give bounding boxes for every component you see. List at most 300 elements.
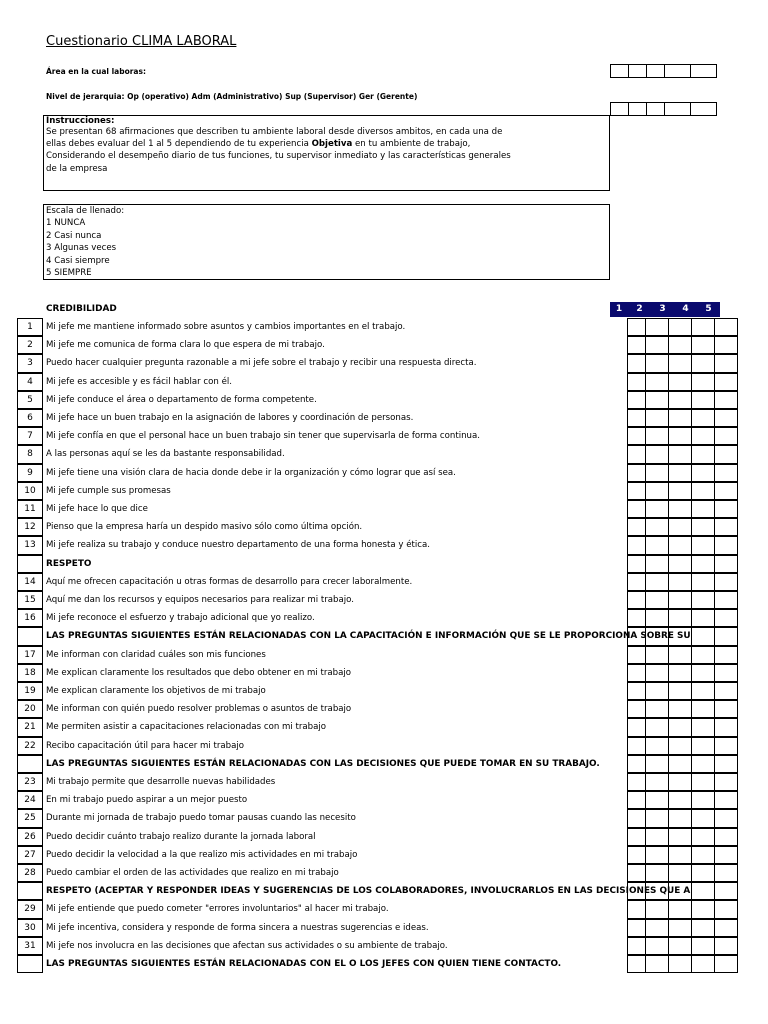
- answer-cell-5[interactable]: [714, 373, 738, 391]
- answer-cell-3[interactable]: [668, 737, 692, 755]
- answer-cells: [627, 700, 738, 718]
- answer-cell-3[interactable]: [668, 828, 692, 846]
- answer-cell-1[interactable]: [627, 646, 646, 664]
- answer-cell-4[interactable]: [691, 809, 715, 827]
- answer-cell-4[interactable]: [691, 900, 715, 918]
- question-number: 23: [17, 773, 43, 791]
- answer-cell-1[interactable]: [627, 846, 646, 864]
- answer-cell-1[interactable]: [627, 464, 646, 482]
- answer-cell-2[interactable]: [645, 354, 669, 372]
- answer-cells: [627, 791, 738, 809]
- answer-cells: [627, 391, 738, 409]
- question-number: [17, 555, 43, 573]
- question-number: 17: [17, 646, 43, 664]
- answer-cell-3[interactable]: [668, 955, 692, 973]
- answer-cell-5[interactable]: [714, 609, 738, 627]
- question-number: 28: [17, 864, 43, 882]
- answer-cell-5[interactable]: [714, 700, 738, 718]
- answer-cell-4[interactable]: [691, 882, 715, 900]
- question-number: 3: [17, 354, 43, 372]
- answer-cell-2[interactable]: [645, 391, 669, 409]
- answer-cell-5[interactable]: [714, 919, 738, 937]
- question-number: [17, 955, 43, 973]
- question-text: Mi jefe tiene una visión clara de hacia donde debe ir la organización y cómo lograr que así sea.: [46, 467, 456, 478]
- answer-cell-4[interactable]: [691, 718, 715, 736]
- answer-cell-4[interactable]: [691, 682, 715, 700]
- answer-cell-4[interactable]: [691, 609, 715, 627]
- question-number: 27: [17, 846, 43, 864]
- answer-cell-2[interactable]: [645, 409, 669, 427]
- answer-cells: [627, 536, 738, 554]
- answer-cell-1[interactable]: [627, 354, 646, 372]
- answer-cell-1[interactable]: [627, 318, 646, 336]
- answer-cell-1[interactable]: [627, 373, 646, 391]
- answer-cell-4[interactable]: [691, 500, 715, 518]
- answer-cells: [627, 809, 738, 827]
- question-number: 12: [17, 518, 43, 536]
- question-text: Pienso que la empresa haría un despido masivo sólo como última opción.: [46, 522, 363, 533]
- answer-cell-2[interactable]: [645, 809, 669, 827]
- answer-cells: [627, 445, 738, 463]
- question-text: Mi jefe hace un buen trabajo en la asignación de labores y coordinación de personas.: [46, 413, 414, 423]
- answer-cells: [627, 500, 738, 518]
- answer-cell-5[interactable]: [714, 536, 738, 554]
- answer-cell-1[interactable]: [627, 427, 646, 445]
- question-number: 24: [17, 791, 43, 809]
- answer-cell-2[interactable]: [645, 573, 669, 591]
- answer-cell-4[interactable]: [691, 828, 715, 846]
- answer-cell-3[interactable]: [668, 318, 692, 336]
- answer-cell-4[interactable]: [691, 791, 715, 809]
- question-number: 20: [17, 700, 43, 718]
- answer-cell-1[interactable]: [627, 791, 646, 809]
- question-number: 5: [17, 391, 43, 409]
- instructions-box: [43, 115, 610, 191]
- answer-header-3: 3: [659, 304, 666, 314]
- question-text: Mi jefe incentiva, considera y responde de forma sincera a nuestras sugerencias e ideas.: [46, 922, 429, 933]
- answer-cell-2[interactable]: [645, 591, 669, 609]
- instructions-heading: Instrucciones:: [46, 116, 115, 126]
- instructions-line: Se presentan 68 afirmaciones que describen tu ambiente laboral desde diversos ambitos, en cada una de: [46, 127, 503, 137]
- answer-cell-3[interactable]: [668, 391, 692, 409]
- answer-cells: [627, 518, 738, 536]
- answer-cell-2[interactable]: [645, 664, 669, 682]
- answer-cell-5[interactable]: [714, 682, 738, 700]
- answer-cell-4[interactable]: [691, 354, 715, 372]
- answer-cell-5[interactable]: [714, 773, 738, 791]
- answer-scale-header: [610, 302, 720, 317]
- section-heading: RESPETO: [46, 558, 92, 569]
- answer-cell-2[interactable]: [645, 846, 669, 864]
- answer-cells: [627, 955, 738, 973]
- answer-cell-5[interactable]: [714, 591, 738, 609]
- answer-cell-5[interactable]: [714, 882, 738, 900]
- answer-cell-4[interactable]: [691, 573, 715, 591]
- answer-cell-4[interactable]: [691, 700, 715, 718]
- answer-cell-4[interactable]: [691, 555, 715, 573]
- answer-cell-1[interactable]: [627, 700, 646, 718]
- answer-cell-1[interactable]: [627, 445, 646, 463]
- answer-cell-5[interactable]: [714, 809, 738, 827]
- answer-cell-4[interactable]: [691, 646, 715, 664]
- question-text: Mi jefe es accesible y es fácil hablar con él.: [46, 376, 232, 387]
- question-number: 8: [17, 445, 43, 463]
- answer-cell-5[interactable]: [714, 518, 738, 536]
- question-text: Me informan con quién puedo resolver problemas o asuntos de trabajo: [46, 704, 352, 715]
- answer-cell-1[interactable]: [627, 919, 646, 937]
- answer-cell-1[interactable]: [627, 409, 646, 427]
- answer-cells: [627, 609, 738, 627]
- answer-cell-1[interactable]: [627, 500, 646, 518]
- question-number: 25: [17, 809, 43, 827]
- scale-item: 2 Casi nunca: [46, 230, 102, 241]
- answer-cell-4[interactable]: [691, 336, 715, 354]
- scale-box: [43, 204, 610, 280]
- answer-cell-4[interactable]: [691, 755, 715, 773]
- question-number: 13: [17, 536, 43, 554]
- scale-item: 5 SIEMPRE: [46, 268, 92, 279]
- answer-cell-3[interactable]: [668, 336, 692, 354]
- question-text: Puedo decidir la velocidad a la que realizo mis actividades en mi trabajo: [46, 849, 358, 860]
- answer-cell-4[interactable]: [691, 846, 715, 864]
- answer-cell-2[interactable]: [645, 700, 669, 718]
- question-text: Mi jefe hace lo que dice: [46, 504, 148, 514]
- answer-cells: [627, 846, 738, 864]
- answer-cells: [627, 318, 738, 336]
- section-heading: RESPETO (ACEPTAR Y RESPONDER IDEAS Y SUGERENCIAS DE LOS COLABORADORES, INVOLUCRARLOS EN LAS DECISIONES QUE A: [46, 886, 691, 897]
- question-text: Mi trabajo permite que desarrolle nuevas habilidades: [46, 777, 276, 787]
- answer-cell-3[interactable]: [668, 464, 692, 482]
- answer-cells: [627, 718, 738, 736]
- question-text: Mi jefe reconoce el esfuerzo y trabajo adicional que yo realizo.: [46, 613, 315, 624]
- section-heading: LAS PREGUNTAS SIGUIENTES ESTÁN RELACIONADAS CON LAS DECISIONES QUE PUEDE TOMAR EN SU TRABAJO.: [46, 758, 600, 769]
- answer-cell-1[interactable]: [627, 518, 646, 536]
- answer-cell-2[interactable]: [645, 373, 669, 391]
- answer-cells: [627, 427, 738, 445]
- answer-cell-4[interactable]: [691, 373, 715, 391]
- answer-cell-5[interactable]: [714, 391, 738, 409]
- answer-cell-4[interactable]: [691, 627, 715, 645]
- answer-cell-3[interactable]: [668, 664, 692, 682]
- question-number: 14: [17, 573, 43, 591]
- question-text: En mi trabajo puedo aspirar a un mejor puesto: [46, 795, 248, 806]
- answer-cell-3[interactable]: [668, 718, 692, 736]
- answer-cell-1[interactable]: [627, 573, 646, 591]
- answer-cell-4[interactable]: [691, 518, 715, 536]
- answer-cell-4[interactable]: [691, 937, 715, 955]
- answer-cell-1[interactable]: [627, 755, 646, 773]
- answer-cell-2[interactable]: [645, 609, 669, 627]
- question-number: 10: [17, 482, 43, 500]
- answer-cell-4[interactable]: [691, 464, 715, 482]
- answer-cell-5[interactable]: [714, 937, 738, 955]
- question-text: Aquí me ofrecen capacitación u otras formas de desarrollo para crecer laboralmente.: [46, 576, 413, 587]
- answer-cells: [627, 591, 738, 609]
- answer-cell-2[interactable]: [645, 482, 669, 500]
- answer-cell-5[interactable]: [714, 500, 738, 518]
- answer-cell-5[interactable]: [714, 482, 738, 500]
- answer-cell-5[interactable]: [714, 718, 738, 736]
- question-number: 29: [17, 900, 43, 918]
- answer-cell-3[interactable]: [668, 646, 692, 664]
- answer-header-2: 2: [636, 304, 643, 314]
- answer-cell-4[interactable]: [691, 409, 715, 427]
- answer-cell-2[interactable]: [645, 864, 669, 882]
- answer-cell-4[interactable]: [691, 664, 715, 682]
- answer-cell-1[interactable]: [627, 591, 646, 609]
- answer-cells: [627, 409, 738, 427]
- question-text: Me explican claramente los objetivos de mi trabajo: [46, 686, 266, 696]
- answer-cell-2[interactable]: [645, 773, 669, 791]
- question-text: Me explican claramente los resultados que debo obtener en mi trabajo: [46, 667, 352, 678]
- answer-cell-2[interactable]: [645, 336, 669, 354]
- answer-cell-5[interactable]: [714, 318, 738, 336]
- answer-cell-4[interactable]: [691, 773, 715, 791]
- answer-cells: [627, 937, 738, 955]
- answer-cell-3[interactable]: [668, 937, 692, 955]
- question-text: Me permiten asistir a capacitaciones relacionadas con mi trabajo: [46, 722, 327, 733]
- answer-cell-1[interactable]: [627, 609, 646, 627]
- question-text: A las personas aquí se les da bastante responsabilidad.: [46, 449, 285, 460]
- answer-cell-2[interactable]: [645, 755, 669, 773]
- answer-cell-5[interactable]: [714, 445, 738, 463]
- answer-cell-4[interactable]: [691, 445, 715, 463]
- answer-cell-4[interactable]: [691, 737, 715, 755]
- answer-cell-3[interactable]: [668, 900, 692, 918]
- area-label: Área en la cual laboras:: [46, 67, 146, 76]
- answer-cells: [627, 773, 738, 791]
- answer-cell-4[interactable]: [691, 391, 715, 409]
- question-number: 26: [17, 828, 43, 846]
- answer-cell-1[interactable]: [627, 482, 646, 500]
- answer-cell-5[interactable]: [714, 354, 738, 372]
- answer-cells: [627, 354, 738, 372]
- section-heading: LAS PREGUNTAS SIGUIENTES ESTÁN RELACIONADAS CON EL O LOS JEFES CON QUIEN TIENE CONTACTO.: [46, 959, 562, 969]
- answer-cell-2[interactable]: [645, 919, 669, 937]
- answer-cell-4[interactable]: [691, 536, 715, 554]
- answer-cell-5[interactable]: [714, 464, 738, 482]
- answer-cell-3[interactable]: [668, 591, 692, 609]
- answer-cell-3[interactable]: [668, 500, 692, 518]
- answer-cell-1[interactable]: [627, 900, 646, 918]
- answer-cell-5[interactable]: [714, 427, 738, 445]
- question-number: 22: [17, 737, 43, 755]
- answer-cell-3[interactable]: [668, 536, 692, 554]
- answer-cells: [627, 755, 738, 773]
- answer-cell-1[interactable]: [627, 336, 646, 354]
- answer-cell-1[interactable]: [627, 682, 646, 700]
- nivel-label: Nivel de jerarquia: Op (operativo) Adm (Administrativo) Sup (Supervisor) Ger (Gerente): [46, 92, 418, 101]
- answer-cell-5[interactable]: [714, 755, 738, 773]
- question-number: 19: [17, 682, 43, 700]
- answer-cell-2[interactable]: [645, 536, 669, 554]
- answer-cell-3[interactable]: [668, 445, 692, 463]
- answer-cell-3[interactable]: [668, 864, 692, 882]
- question-number: 16: [17, 609, 43, 627]
- answer-cells: [627, 555, 738, 573]
- question-number: 21: [17, 718, 43, 736]
- scale-item: 4 Casi siempre: [46, 255, 110, 266]
- answer-cell-2[interactable]: [645, 518, 669, 536]
- answer-cell-1[interactable]: [627, 664, 646, 682]
- answer-cell-1[interactable]: [627, 737, 646, 755]
- answer-cell-2[interactable]: [645, 900, 669, 918]
- scale-heading: Escala de llenado:: [46, 206, 125, 216]
- answer-cells: [627, 864, 738, 882]
- answer-cell-5[interactable]: [714, 955, 738, 973]
- answer-cell-5[interactable]: [714, 646, 738, 664]
- question-number: 7: [17, 427, 43, 445]
- answer-cell-5[interactable]: [714, 791, 738, 809]
- question-text: Mi jefe me comunica de forma clara lo que espera de mi trabajo.: [46, 340, 325, 351]
- instructions-line: de la empresa: [46, 163, 108, 174]
- question-number: [17, 755, 43, 773]
- answer-cell-2[interactable]: [645, 828, 669, 846]
- answer-cell-1[interactable]: [627, 718, 646, 736]
- section-heading-credibilidad: CREDIBILIDAD: [46, 304, 117, 314]
- question-text: Mi jefe nos involucra en las decisiones que afectan sus actividades o su ambiente de trabajo.: [46, 940, 448, 951]
- answer-cells: [627, 682, 738, 700]
- answer-cells: [627, 464, 738, 482]
- answer-cell-3[interactable]: [668, 755, 692, 773]
- answer-cells: [627, 336, 738, 354]
- answer-cell-5[interactable]: [714, 900, 738, 918]
- answer-cells: [627, 373, 738, 391]
- question-number: [17, 627, 43, 645]
- answer-cell-2[interactable]: [645, 555, 669, 573]
- answer-cell-2[interactable]: [645, 737, 669, 755]
- question-number: 15: [17, 591, 43, 609]
- answer-cell-1[interactable]: [627, 555, 646, 573]
- question-number: 6: [17, 409, 43, 427]
- answer-cell-2[interactable]: [645, 937, 669, 955]
- answer-cell-4[interactable]: [691, 427, 715, 445]
- answer-cell-3[interactable]: [668, 555, 692, 573]
- answer-cell-5[interactable]: [714, 864, 738, 882]
- question-text: Mi jefe cumple sus promesas: [46, 485, 171, 496]
- answer-cell-5[interactable]: [714, 573, 738, 591]
- answer-cell-3[interactable]: [668, 773, 692, 791]
- answer-cell-4[interactable]: [691, 864, 715, 882]
- question-number: [17, 882, 43, 900]
- answer-header-5: 5: [705, 304, 712, 314]
- question-number: 18: [17, 664, 43, 682]
- question-text: Mi jefe realiza su trabajo y conduce nuestro departamento de una forma honesta y ética.: [46, 540, 430, 551]
- answer-cell-5[interactable]: [714, 664, 738, 682]
- answer-cell-3[interactable]: [668, 482, 692, 500]
- answer-cell-5[interactable]: [714, 627, 738, 645]
- answer-cell-1[interactable]: [627, 937, 646, 955]
- answer-cell-3[interactable]: [668, 609, 692, 627]
- answer-cell-1[interactable]: [627, 864, 646, 882]
- answer-cell-4[interactable]: [691, 919, 715, 937]
- answer-cell-2[interactable]: [645, 318, 669, 336]
- question-text: Durante mi jornada de trabajo puedo tomar pausas cuando las necesito: [46, 813, 356, 824]
- answer-cell-2[interactable]: [645, 646, 669, 664]
- answer-cell-5[interactable]: [714, 737, 738, 755]
- answer-cell-4[interactable]: [691, 955, 715, 973]
- answer-cell-3[interactable]: [668, 919, 692, 937]
- question-text: Puedo hacer cualquier pregunta razonable a mi jefe sobre el trabajo y recibir una respuesta directa.: [46, 358, 477, 369]
- scale-item: 1 NUNCA: [46, 218, 86, 229]
- answer-header-1: 1: [615, 304, 623, 314]
- answer-cell-4[interactable]: [691, 318, 715, 336]
- answer-cell-2[interactable]: [645, 445, 669, 463]
- question-text: Recibo capacitación útil para hacer mi trabajo: [46, 740, 245, 751]
- answer-cell-1[interactable]: [627, 809, 646, 827]
- answer-cells: [627, 646, 738, 664]
- page-title: Cuestionario CLIMA LABORAL: [46, 34, 237, 49]
- answer-cell-3[interactable]: [668, 682, 692, 700]
- answer-cell-1[interactable]: [627, 773, 646, 791]
- question-number: 4: [17, 373, 43, 391]
- answer-cell-3[interactable]: [668, 700, 692, 718]
- scale-item: 3 Algunas veces: [46, 243, 117, 254]
- answer-cell-5[interactable]: [714, 336, 738, 354]
- answer-cell-3[interactable]: [668, 354, 692, 372]
- question-text: Puedo cambiar el orden de las actividades que realizo en mi trabajo: [46, 868, 339, 878]
- answer-cell-3[interactable]: [668, 518, 692, 536]
- question-number: 1: [17, 318, 43, 336]
- answer-cell-3[interactable]: [668, 427, 692, 445]
- question-number: 31: [17, 937, 43, 955]
- answer-cell-1[interactable]: [627, 955, 646, 973]
- question-text: Me informan con claridad cuáles son mis funciones: [46, 649, 266, 660]
- answer-cell-3[interactable]: [668, 409, 692, 427]
- answer-cells: [627, 737, 738, 755]
- answer-cell-5[interactable]: [714, 409, 738, 427]
- answer-cell-2[interactable]: [645, 427, 669, 445]
- answer-cell-3[interactable]: [668, 573, 692, 591]
- question-number: 11: [17, 500, 43, 518]
- answer-cell-5[interactable]: [714, 846, 738, 864]
- answer-cells: [627, 482, 738, 500]
- question-text: Mi jefe confía en que el personal hace un buen trabajo sin tener que supervisarla de forma continua.: [46, 431, 480, 442]
- instructions-line: ellas debes evaluar del 1 al 5 dependiendo de tu experiencia Objetiva en tu ambiente de trabajo,: [46, 139, 471, 150]
- answer-cell-1[interactable]: [627, 828, 646, 846]
- answer-cells: [627, 664, 738, 682]
- answer-cell-4[interactable]: [691, 591, 715, 609]
- answer-header-4: 4: [682, 304, 689, 314]
- nivel-input-cells[interactable]: [610, 102, 717, 116]
- answer-cell-2[interactable]: [645, 718, 669, 736]
- question-number: 30: [17, 919, 43, 937]
- answer-cell-4[interactable]: [691, 482, 715, 500]
- question-number: 9: [17, 464, 43, 482]
- answer-cell-2[interactable]: [645, 682, 669, 700]
- answer-cell-5[interactable]: [714, 555, 738, 573]
- answer-cell-3[interactable]: [668, 809, 692, 827]
- answer-cells: [627, 573, 738, 591]
- question-text: Mi jefe me mantiene informado sobre asuntos y cambios importantes en el trabajo.: [46, 322, 406, 332]
- answer-cell-5[interactable]: [714, 828, 738, 846]
- question-text: Aquí me dan los recursos y equipos necesarios para realizar mi trabajo.: [46, 595, 354, 605]
- answer-cell-1[interactable]: [627, 391, 646, 409]
- answer-cell-3[interactable]: [668, 791, 692, 809]
- answer-cell-1[interactable]: [627, 536, 646, 554]
- question-number: 2: [17, 336, 43, 354]
- question-text: Puedo decidir cuánto trabajo realizo durante la jornada laboral: [46, 831, 316, 842]
- instructions-line: Considerando el desempeño diario de tus funciones, tu supervisor inmediato y las características generales: [46, 151, 511, 162]
- answer-cell-3[interactable]: [668, 373, 692, 391]
- answer-cell-2[interactable]: [645, 955, 669, 973]
- answer-cell-3[interactable]: [668, 846, 692, 864]
- answer-cell-2[interactable]: [645, 464, 669, 482]
- answer-cell-2[interactable]: [645, 791, 669, 809]
- question-text: Mi jefe entiende que puedo cometer "errores involuntarios" al hacer mi trabajo.: [46, 904, 389, 915]
- answer-cell-2[interactable]: [645, 500, 669, 518]
- area-input-cells[interactable]: [610, 64, 717, 78]
